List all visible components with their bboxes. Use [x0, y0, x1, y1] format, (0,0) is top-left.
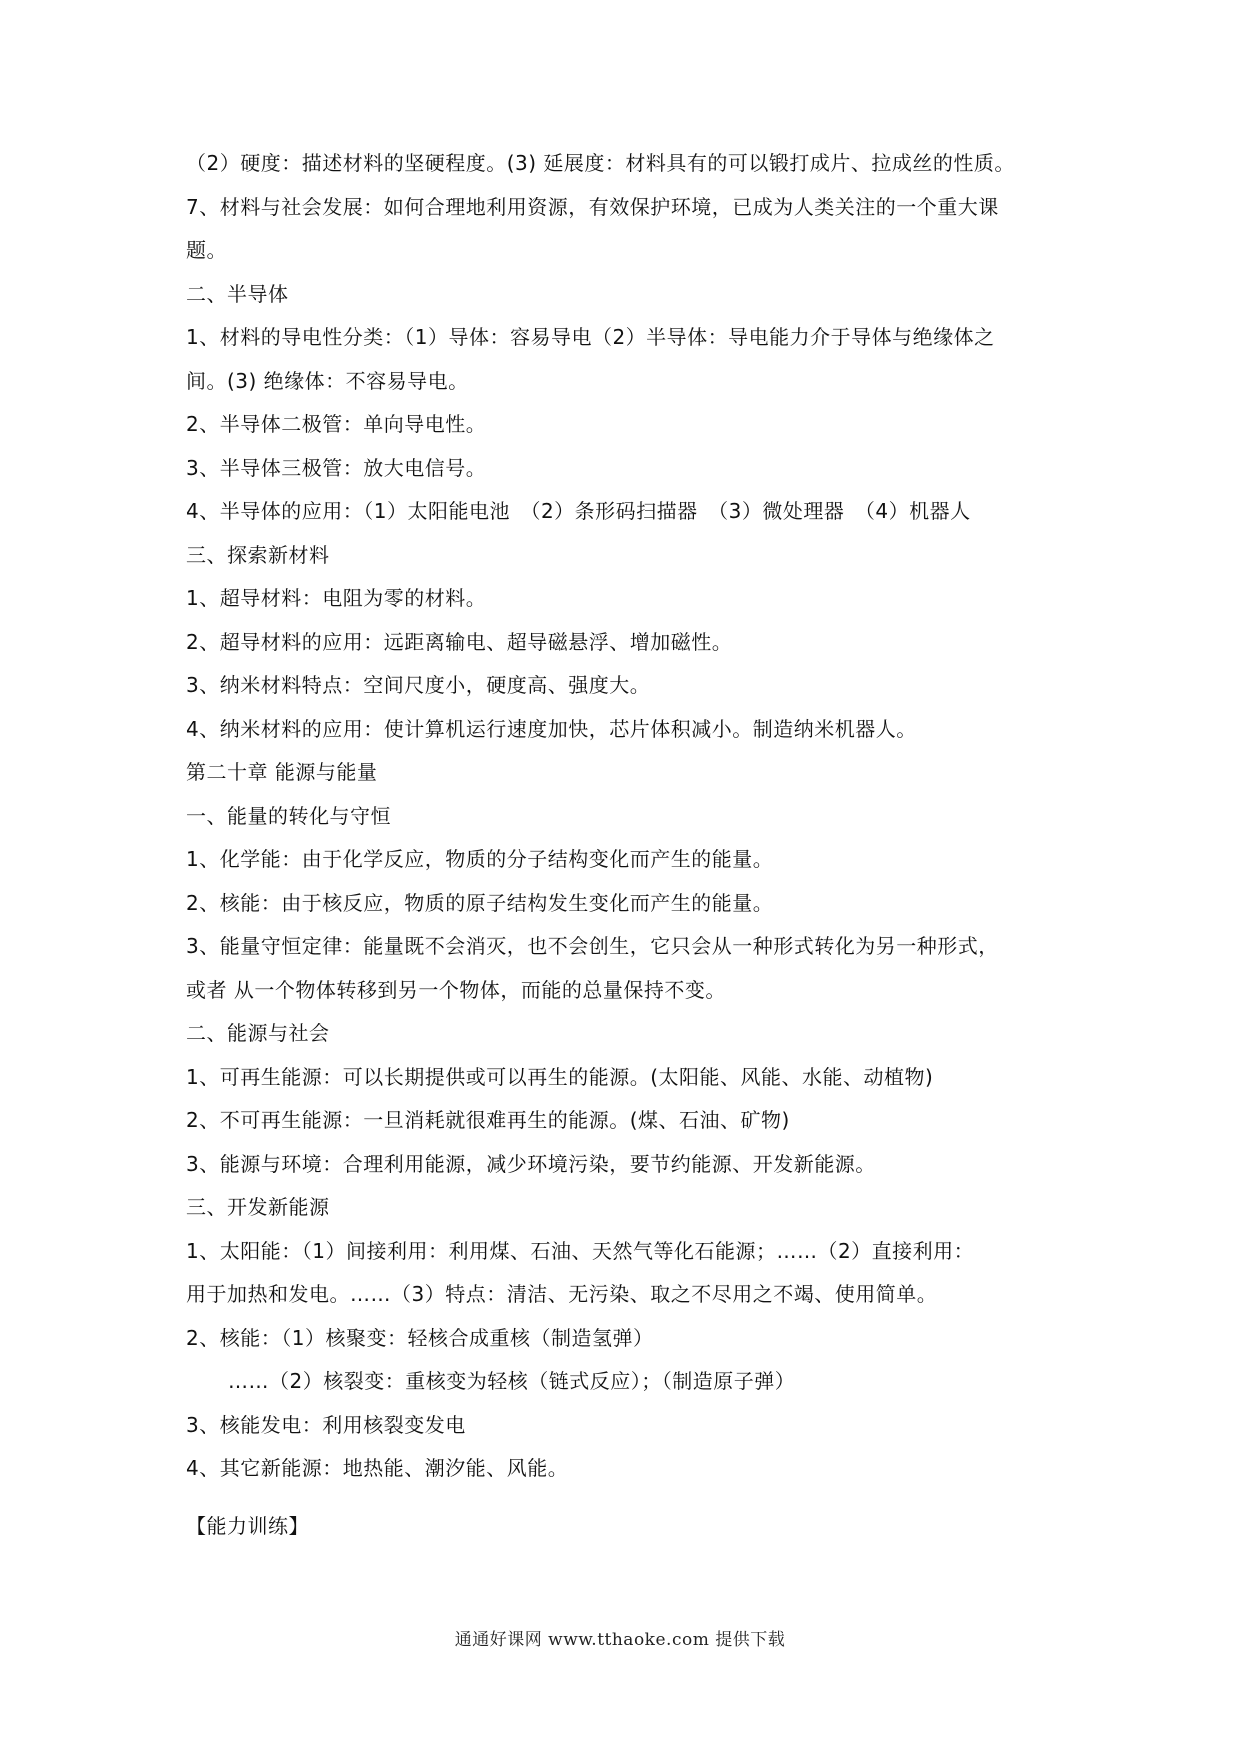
text-line-fission: ……（2）核裂变：重核变为轻核（链式反应）；（制造原子弹）: [228, 1369, 796, 1393]
section-heading-new-materials: 三、探索新材料: [186, 542, 330, 567]
text-line-nonrenewable: 2、不可再生能源：一旦消耗就很难再生的能源。(煤、石油、矿物): [186, 1108, 790, 1132]
text-line-conservation-law-cont: 或者 从一个物体转移到另一个物体，而能的总量保持不变。: [186, 977, 726, 1002]
text-line-superconductor-uses: 2、超导材料的应用：远距离输电、超导磁悬浮、增加磁性。: [186, 629, 733, 654]
text-line-renewable: 1、可再生能源：可以长期提供或可以再生的能源。(太阳能、风能、水能、动植物): [186, 1064, 934, 1089]
text-line-superconductor: 1、超导材料：电阻为零的材料。: [186, 586, 487, 610]
document-body: [186, 142, 1066, 1548]
text-line-fusion: 2、核能：（1）核聚变：轻核合成重核（制造氢弹）: [186, 1325, 654, 1350]
text-line-nano-features: 3、纳米材料特点：空间尺度小，硬度高、强度大。: [186, 673, 651, 697]
section-heading-energy-conversion: 一、能量的转化与守恒: [186, 803, 391, 828]
text-line-nano-uses: 4、纳米材料的应用：使计算机运行速度加快，芯片体积减小。制造纳米机器人。: [186, 716, 917, 741]
text-line-materials-society: 7、材料与社会发展：如何合理地利用资源，有效保护环境，已成为人类关注的一个重大课: [186, 194, 999, 219]
text-line-hardness-ductility: （2）硬度：描述材料的坚硬程度。(3) 延展度：材料具有的可以锻打成片、拉成丝的性质。: [186, 151, 1015, 175]
text-line-diode: 2、半导体二极管：单向导电性。: [186, 412, 487, 436]
text-line-solar: 1、太阳能：（1）间接利用：利用煤、石油、天然气等化石能源；……（2）直接利用：: [186, 1238, 975, 1263]
text-line-energy-environment: 3、能源与环境：合理利用能源，减少环境污染，要节约能源、开发新能源。: [186, 1151, 876, 1176]
section-heading-new-energy: 三、开发新能源: [186, 1195, 330, 1219]
page-footer: 通通好课网 www.tthaoke.com 提供下载: [454, 1630, 786, 1650]
section-heading-energy-society: 二、能源与社会: [186, 1021, 330, 1045]
text-line-other-energy: 4、其它新能源：地热能、潮汐能、风能。: [186, 1456, 569, 1480]
text-line-materials-society-cont: 题。: [186, 238, 227, 262]
text-line-transistor: 3、半导体三极管：放大电信号。: [186, 455, 487, 480]
text-line-nuclear-energy: 2、核能：由于核反应，物质的原子结构发生变化而产生的能量。: [186, 890, 774, 915]
text-line-chemical-energy: 1、化学能：由于化学反应，物质的分子结构变化而产生的能量。: [186, 847, 774, 871]
text-line-nuclear-power: 3、核能发电：利用核裂变发电: [186, 1412, 466, 1437]
section-heading-semiconductor: 二、半导体: [186, 281, 289, 306]
section-heading-practice: 【能力训练】: [186, 1513, 309, 1538]
text-line-conductivity-classes: 1、材料的导电性分类：（1）导体：容易导电（2）半导体：导电能力介于导体与绝缘体之: [186, 325, 995, 349]
text-line-solar-cont: 用于加热和发电。……（3）特点：清洁、无污染、取之不尽用之不竭、使用简单。: [186, 1282, 938, 1306]
text-line-conservation-law: 3、能量守恒定律：能量既不会消灭，也不会创生，它只会从一种形式转化为另一种形式，: [186, 934, 999, 958]
text-line-conductivity-classes-cont: 间。(3) 绝缘体：不容易导电。: [186, 368, 469, 393]
chapter-heading-energy: 第二十章 能源与能量: [186, 760, 378, 784]
text-line-semiconductor-uses: 4、半导体的应用：（1）太阳能电池 （2）条形码扫描器 （3）微处理器 （4）机器人: [186, 499, 971, 523]
